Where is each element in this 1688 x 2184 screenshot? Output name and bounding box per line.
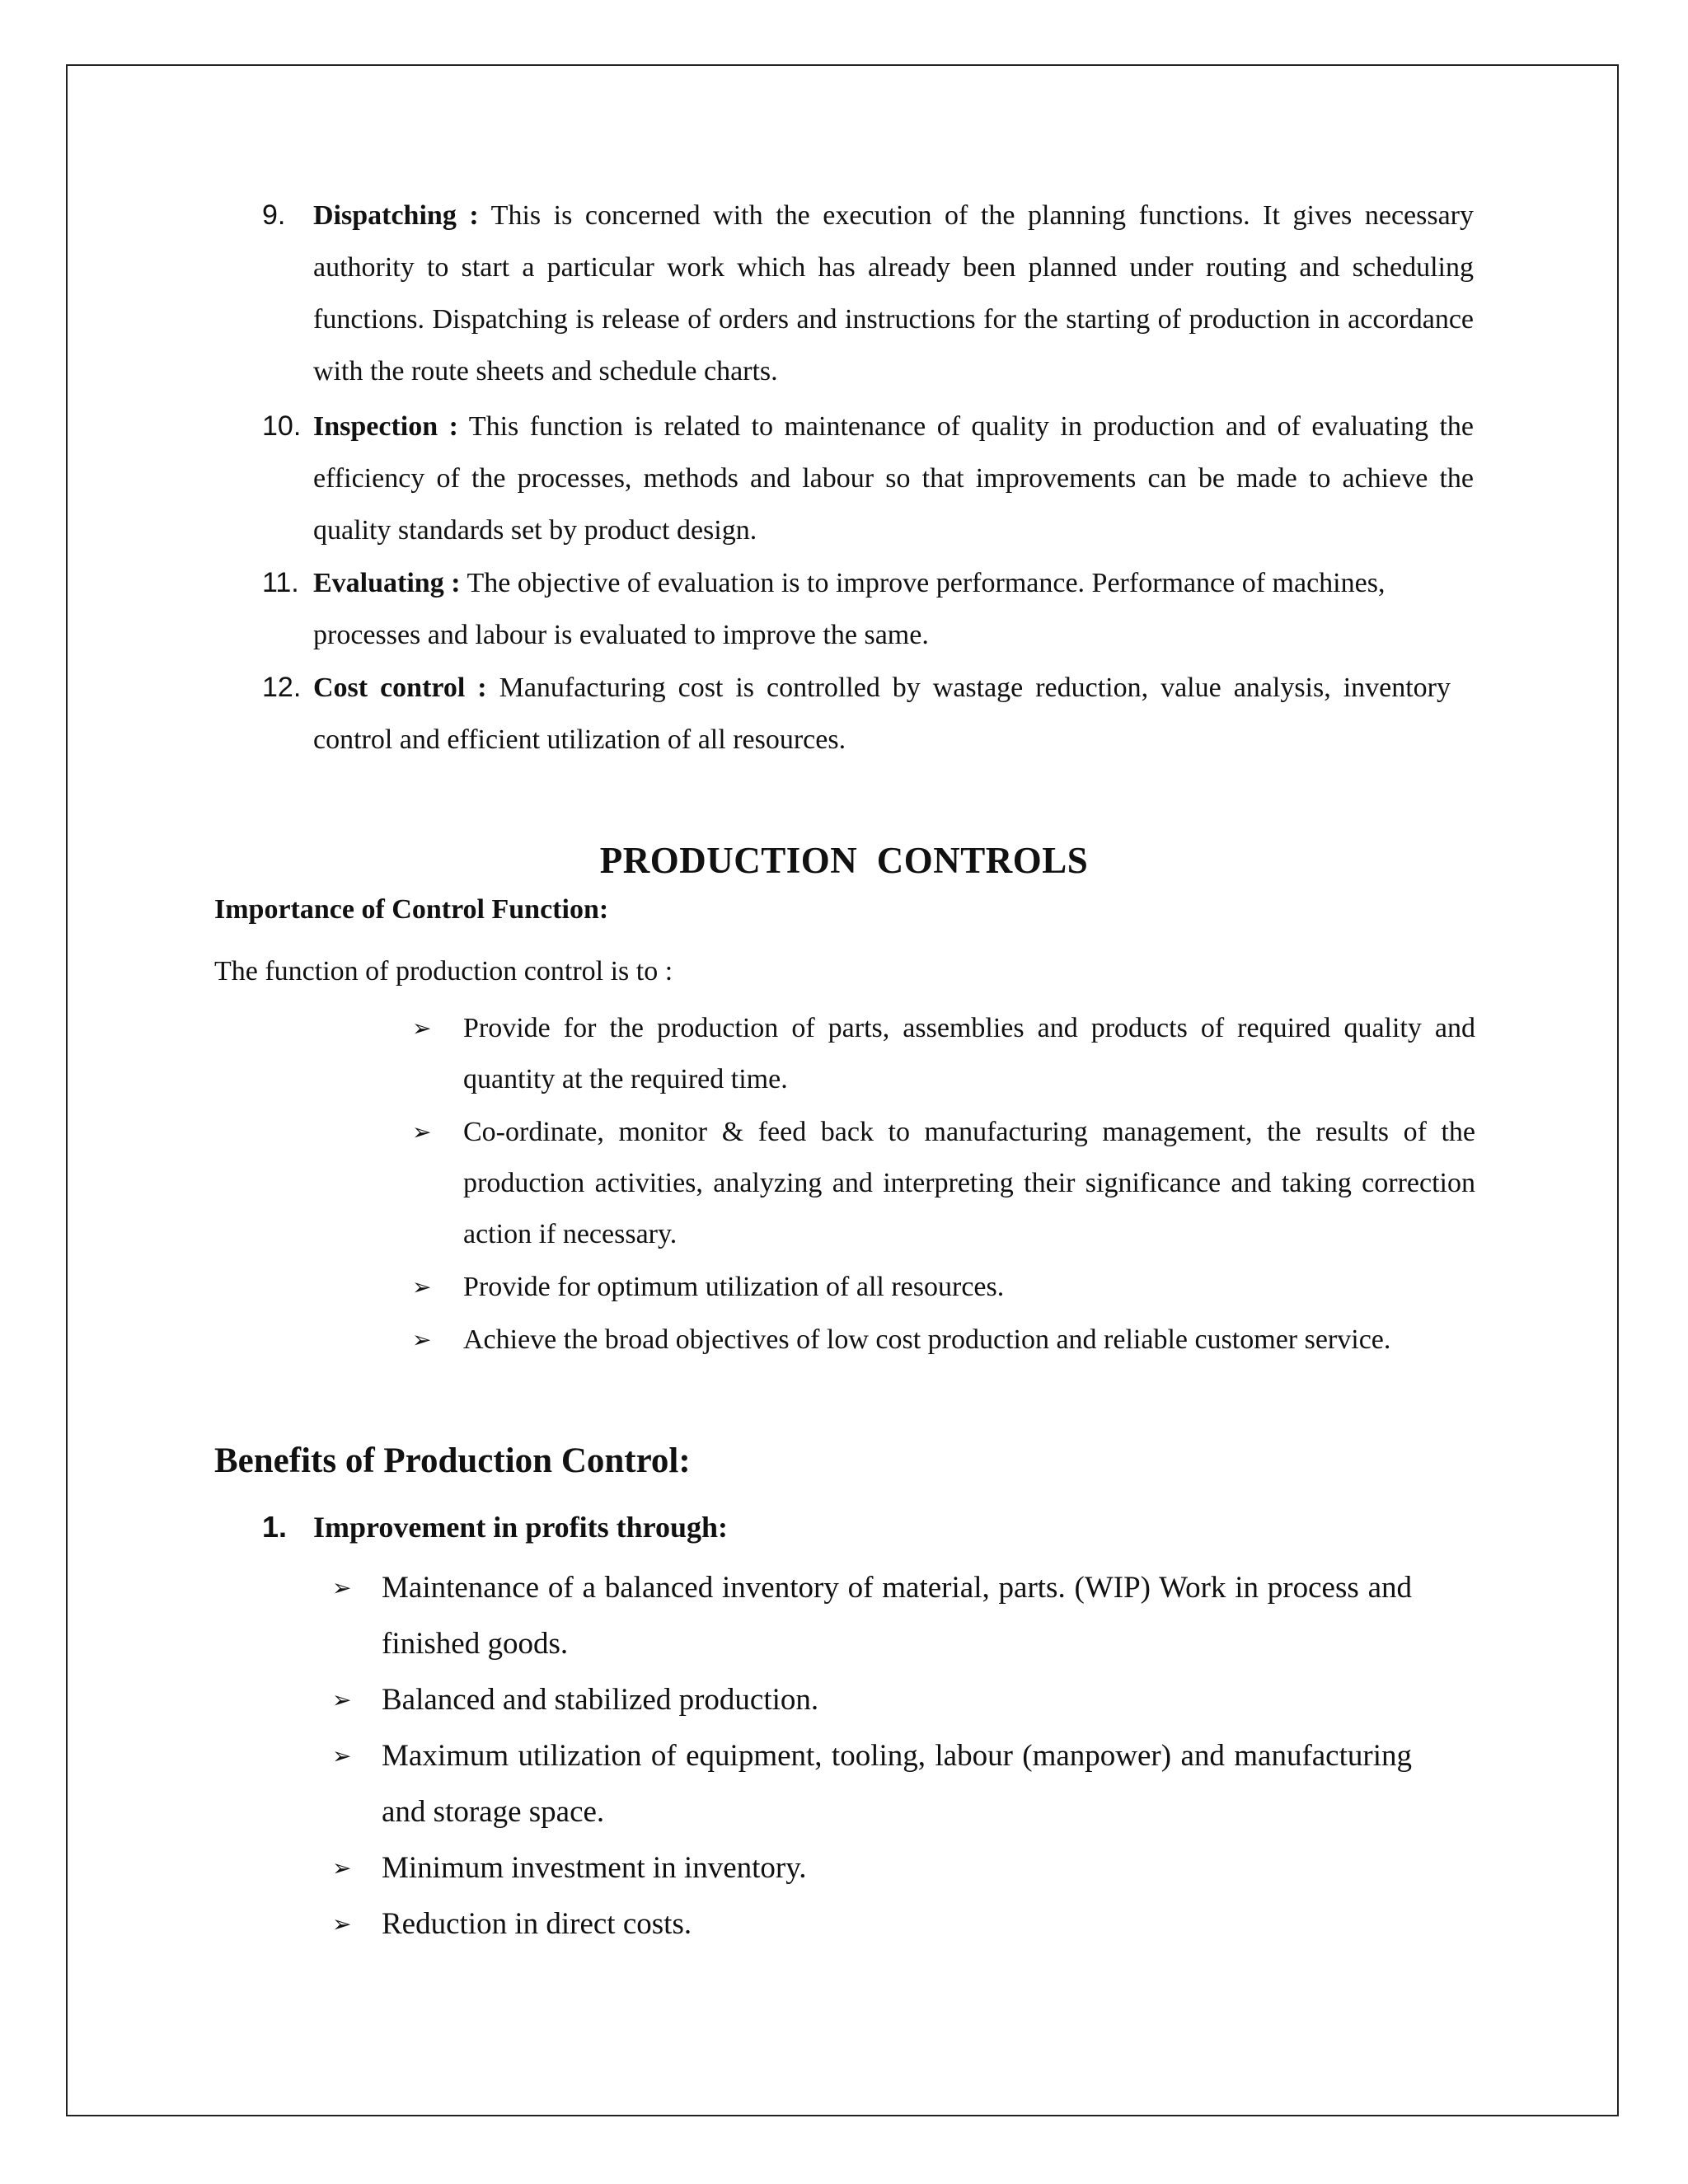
list-item: ➢ Reduction in direct costs. [332,1896,1412,1952]
item-text: This function is related to maintenance of quality in production and of evaluating the efficiency of the processes, methods and labour so that improvements can be made to achieve the quality standards set by product design. [313,411,1475,546]
item-term: Inspection : [313,411,458,442]
list-item-dispatching [262,190,1474,397]
control-function-list [412,1003,1475,1367]
section-subtitle: Importance of Control Function: [214,894,609,925]
item-term: Cost control : [313,673,487,703]
list-item-cost-control [262,662,1474,766]
arrowhead-bullet-icon: ➢ [332,1910,352,1938]
item-text: This is concerned with the execution of the planning functions. It gives necessary authority to start a particular work which has already been planned under routing and scheduling functions. Dispatching is release of orders and instructions for the starting of production in accordance with the route sheets and schedule charts. [313,200,1474,387]
list-item-inspection [262,401,1474,556]
arrowhead-bullet-icon: ➢ [412,1273,432,1301]
list-item: ➢ Maintenance of a balanced inventory of material, parts. (WIP) Work in process and finished goods. [332,1560,1412,1672]
list-item: ➢ Minimum investment in inventory. [332,1840,1412,1896]
arrowhead-bullet-icon: ➢ [412,1015,432,1042]
benefits-title: Benefits of Production Control: [214,1441,691,1480]
list-item: ➢ Achieve the broad objectives of low cost production and reliable customer service. [412,1315,1475,1366]
item-number: 12. [262,672,302,703]
item-number: 11. [262,567,299,598]
benefits-subtitle: 1. Improvement in profits through: [262,1510,729,1544]
item-term: Evaluating : [313,568,461,598]
arrowhead-bullet-icon: ➢ [332,1854,352,1882]
arrowhead-bullet-icon: ➢ [332,1742,352,1769]
item-text: The objective of evaluation is to improve performance. Performance of machines, processes and labour is evaluated to improve the same. [313,568,1386,650]
list-item: ➢ Provide for the production of parts, assemblies and products of required quality and quantity at the required time. [412,1003,1475,1105]
arrowhead-bullet-icon: ➢ [412,1118,432,1146]
list-item-evaluating [262,557,1474,661]
arrowhead-bullet-icon: ➢ [332,1686,352,1713]
item-term: Dispatching : [313,200,479,231]
arrowhead-bullet-icon: ➢ [332,1574,352,1601]
item-text: Manufacturing cost is controlled by wastage reduction, value analysis, inventory control and efficient utilization of all resources. [313,673,1451,755]
benefit-number: 1. [262,1510,288,1544]
list-item: ➢ Co-ordinate, monitor & feed back to manufacturing management, the results of the production activities, analyzing and interpreting their significance and taking correction action if necessary. [412,1107,1475,1260]
item-number: 9. [262,199,286,231]
list-item: ➢ Maximum utilization of equipment, tooling, labour (manpower) and manufacturing and storage space. [332,1728,1412,1840]
benefits-list [332,1560,1412,1952]
arrowhead-bullet-icon: ➢ [412,1326,432,1353]
section-intro: The function of production control is to : [214,956,673,987]
list-item: ➢ Balanced and stabilized production. [332,1672,1412,1728]
list-item: ➢ Provide for optimum utilization of all resources. [412,1262,1475,1313]
item-number: 10. [262,410,302,442]
section-title: PRODUCTION CONTROLS [599,840,1089,881]
